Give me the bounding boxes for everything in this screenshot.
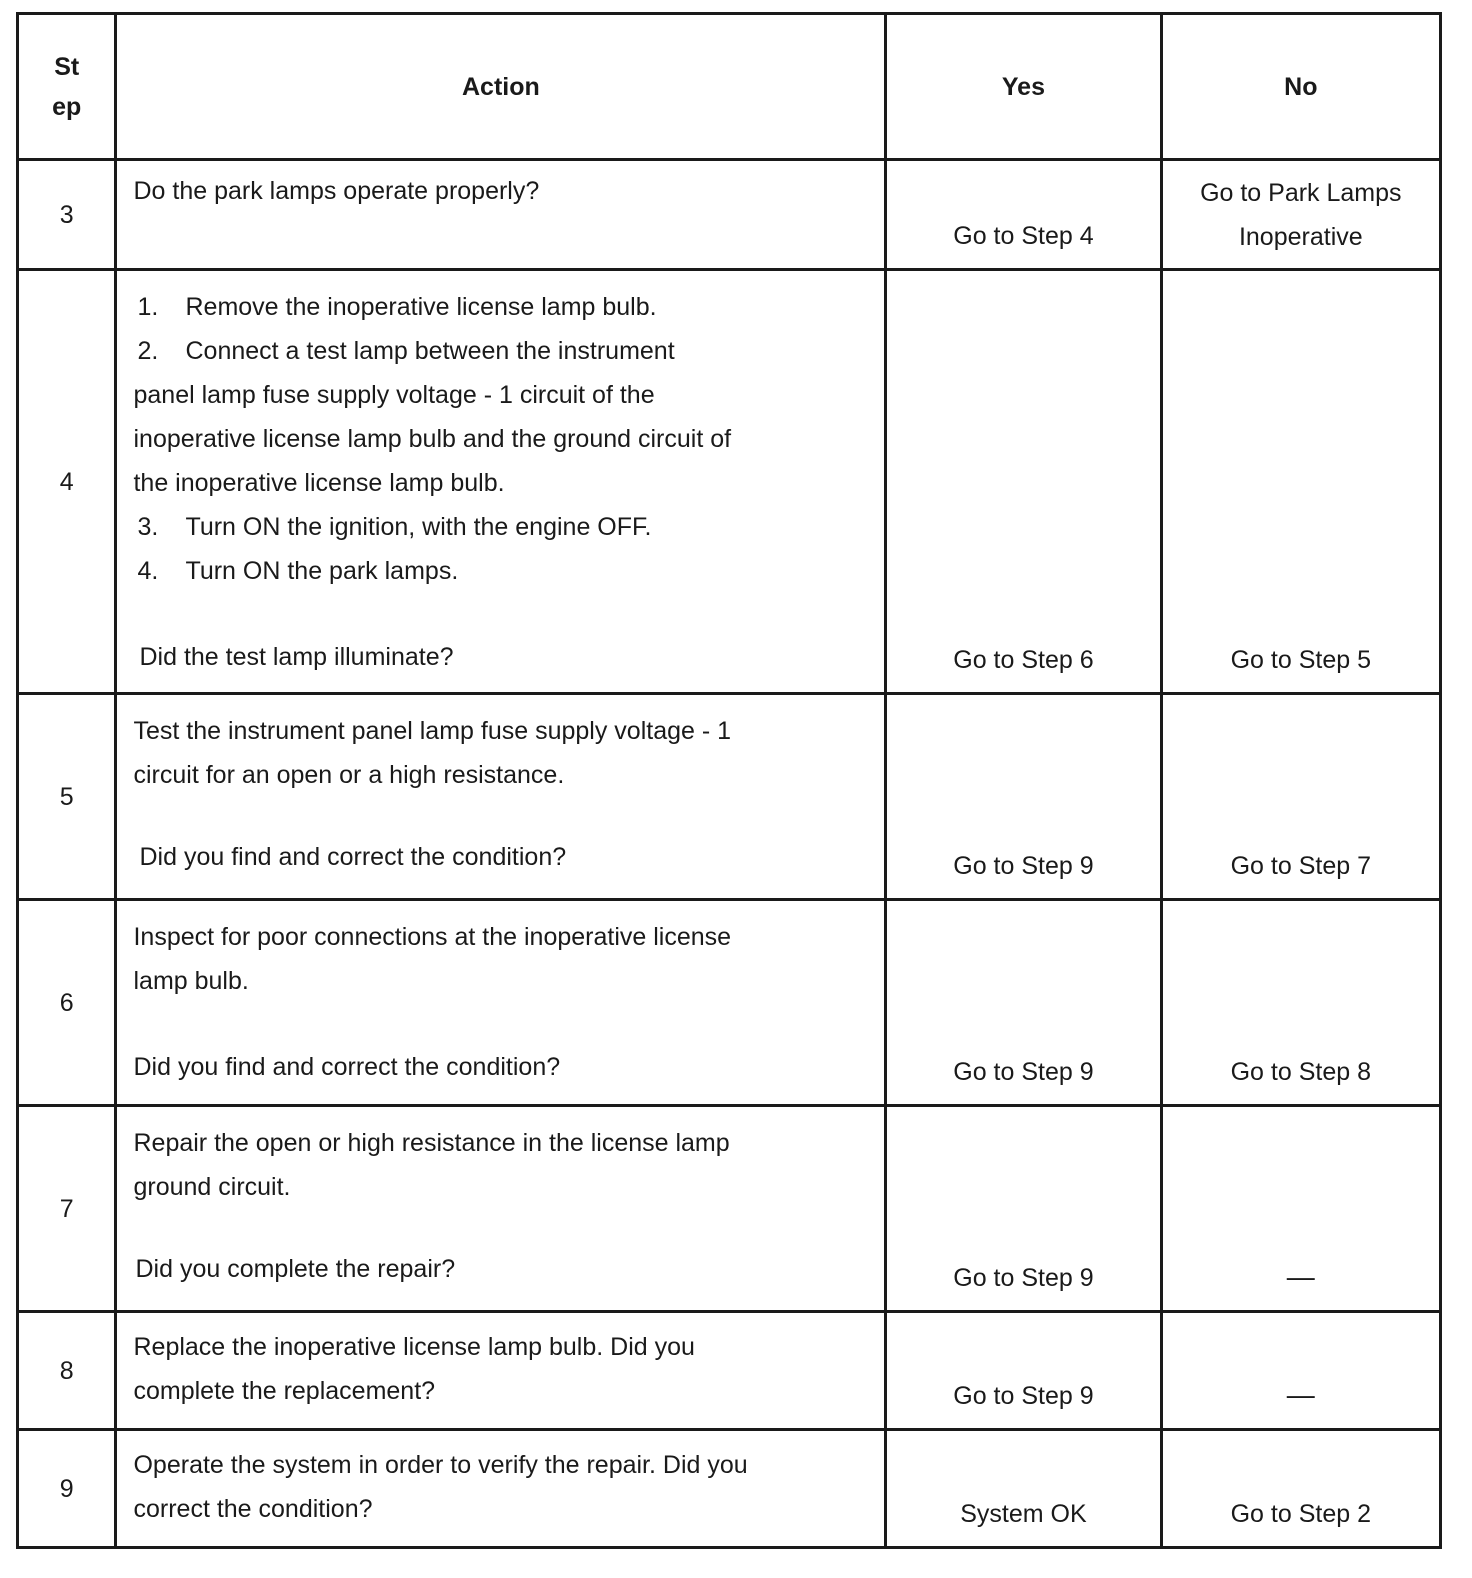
yes-cell: Go to Step 9 (886, 1312, 1161, 1430)
table-row (18, 270, 1441, 694)
header-yes: Yes (886, 14, 1161, 160)
list-item (133, 329, 868, 373)
yes-cell: Go to Step 9 (886, 694, 1161, 900)
table-row (18, 1312, 1441, 1430)
list-item (133, 505, 868, 549)
header-row (18, 14, 1441, 160)
yes-cell: System OK (886, 1430, 1161, 1548)
item-text: Turn ON the park lamps. (185, 557, 459, 585)
action-cell (116, 160, 886, 270)
no-cell: Go to Step 2 (1161, 1430, 1440, 1548)
action-question: Did you find and correct the condition? (139, 843, 567, 871)
table-row (18, 900, 1441, 1106)
action-text: ground circuit. (133, 1173, 291, 1201)
item-number: 3. (137, 513, 159, 541)
no-text-line2: Inoperative (1238, 222, 1363, 251)
action-question: Did you complete the repair? (135, 1255, 456, 1283)
action-cell (116, 1312, 886, 1430)
item-number: 2. (137, 337, 159, 365)
item-continuation: inoperative license lamp bulb and the ground circuit of (133, 425, 732, 453)
item-text: Remove the inoperative license lamp bulb. (185, 293, 657, 321)
item-number: 4. (137, 557, 159, 585)
yes-cell: Go to Step 4 (886, 160, 1161, 270)
step-number: 7 (18, 1106, 116, 1312)
no-text-line1: Go to Park Lamps (1200, 178, 1402, 207)
action-cell (116, 694, 886, 900)
action-text: complete the replacement? (133, 1377, 436, 1405)
header-step-line2: ep (52, 92, 82, 121)
header-action: Action (116, 14, 886, 160)
diagnostic-table (16, 12, 1442, 1549)
action-question: Did the test lamp illuminate? (139, 643, 454, 671)
action-cell (116, 1106, 886, 1312)
item-continuation: panel lamp fuse supply voltage - 1 circuit of the (133, 381, 655, 409)
step-number: 5 (18, 694, 116, 900)
table-row (18, 1430, 1441, 1548)
header-step (18, 14, 116, 160)
action-cell (116, 270, 886, 694)
list-item (133, 285, 868, 329)
action-text: correct the condition? (133, 1495, 373, 1523)
no-cell: Go to Step 8 (1161, 900, 1440, 1106)
action-text: lamp bulb. (133, 967, 249, 995)
action-text: Do the park lamps operate properly? (133, 177, 540, 205)
step-number: 8 (18, 1312, 116, 1430)
no-cell (1161, 160, 1440, 270)
table-row (18, 160, 1441, 270)
action-text: Replace the inoperative license lamp bulb. Did you (133, 1333, 695, 1361)
yes-cell: Go to Step 9 (886, 1106, 1161, 1312)
header-step-line1: St (54, 52, 80, 81)
table-row (18, 694, 1441, 900)
action-text: Repair the open or high resistance in the license lamp (133, 1129, 730, 1157)
step-number: 6 (18, 900, 116, 1106)
yes-cell: Go to Step 6 (886, 270, 1161, 694)
no-cell (1161, 1312, 1440, 1430)
list-item (133, 549, 868, 593)
action-text: Operate the system in order to verify the repair. Did you (133, 1451, 748, 1479)
action-text: Inspect for poor connections at the inoperative license (133, 923, 732, 951)
no-cell: Go to Step 7 (1161, 694, 1440, 900)
item-continuation: the inoperative license lamp bulb. (133, 469, 505, 497)
table-row (18, 1106, 1441, 1312)
no-cell: Go to Step 5 (1161, 270, 1440, 694)
no-cell (1161, 1106, 1440, 1312)
step-number: 3 (18, 160, 116, 270)
action-text: Test the instrument panel lamp fuse supply voltage - 1 (133, 717, 732, 745)
dash-text: — (1286, 1261, 1315, 1292)
action-text: circuit for an open or a high resistance. (133, 761, 565, 789)
item-number: 1. (137, 293, 159, 321)
header-no: No (1161, 14, 1440, 160)
action-cell (116, 900, 886, 1106)
action-cell (116, 1430, 886, 1548)
action-question: Did you find and correct the condition? (133, 1053, 561, 1081)
item-text: Turn ON the ignition, with the engine OFF. (185, 513, 652, 541)
item-text: Connect a test lamp between the instrument (185, 337, 675, 365)
step-number: 9 (18, 1430, 116, 1548)
step-number: 4 (18, 270, 116, 694)
dash-text: — (1286, 1379, 1315, 1410)
yes-cell: Go to Step 9 (886, 900, 1161, 1106)
